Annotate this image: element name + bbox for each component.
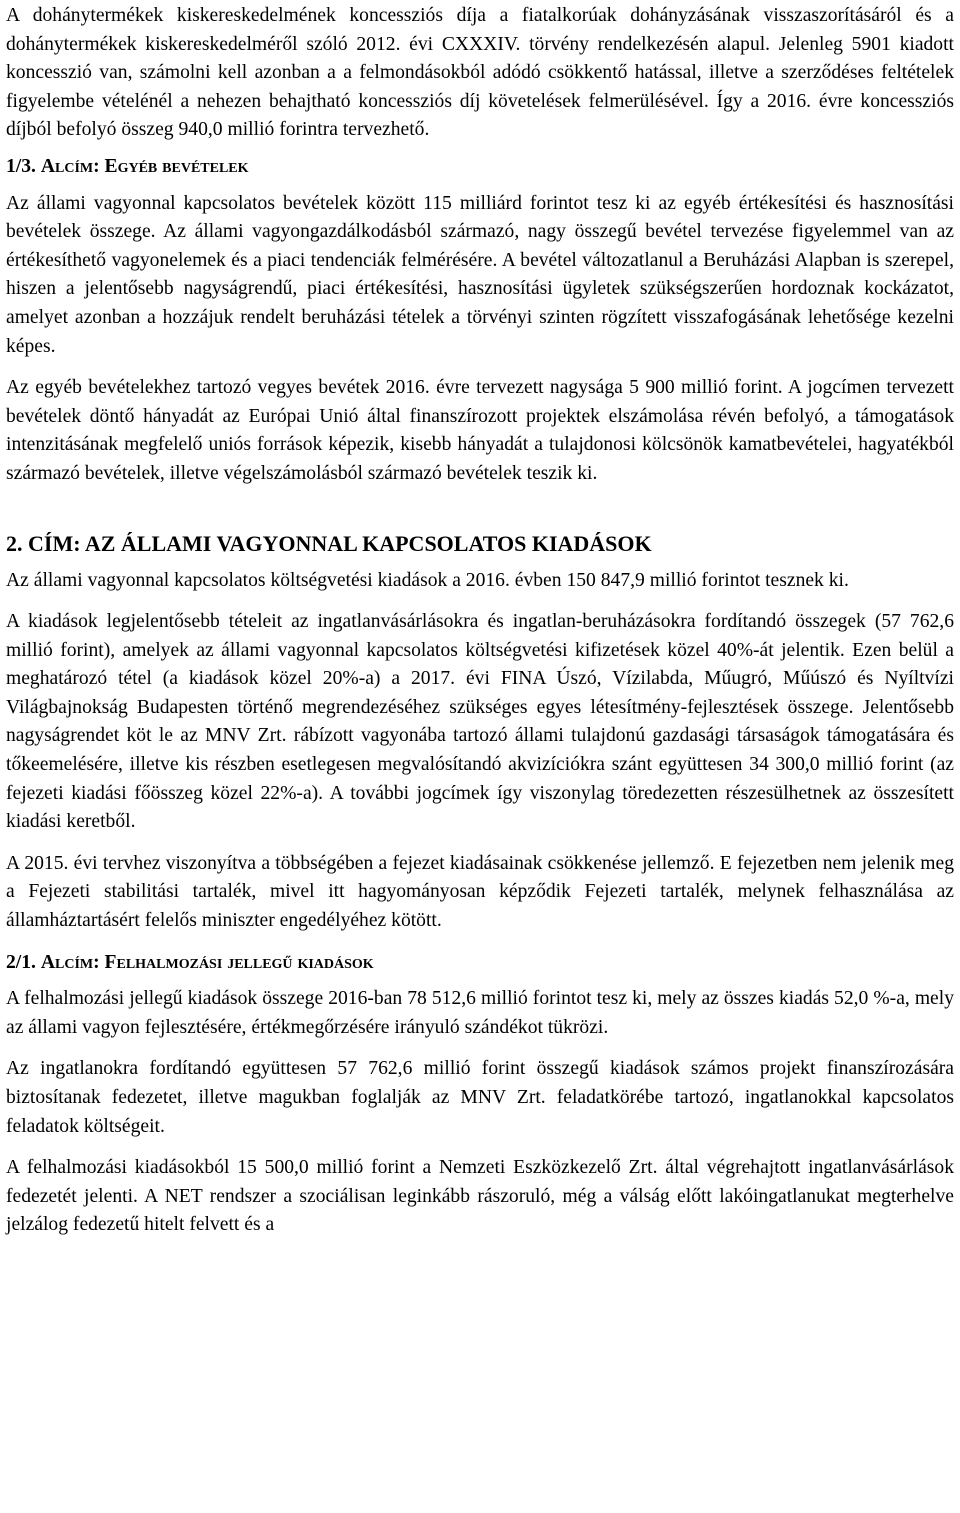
paragraph-comparison-2015: A 2015. évi tervhez viszonyítva a többségében a fejezet kiadásainak csökkenése jellemző. E fejezetben nem jelenik meg a Fejezeti stabilitási tartalék, mivel itt hagyományosan képződik Fejezeti tartalék, melynek felhasználása az államháztartásért felelős miniszter engedélyéhez kötött. [6, 852, 954, 932]
spacer [6, 145, 954, 153]
subsection-title: Alcím: Felhalmozási jellegű kiadások [40, 951, 374, 973]
subsection-number: 2/1. [6, 951, 36, 973]
spacer [6, 1141, 954, 1154]
spacer [6, 489, 954, 529]
spacer [6, 936, 954, 949]
spacer [6, 1042, 954, 1055]
chapter-heading-2: 2. CÍM: AZ ÁLLAMI VAGYONNAL KAPCSOLATOS KIADÁSOK [6, 530, 652, 556]
spacer [6, 595, 954, 608]
paragraph-tobacco-concession: A dohánytermékek kiskereskedelmének koncessziós díja a fiatalkorúak dohányzásának visszaszorításáról és a dohánytermékek kiskereskedelméről szóló 2012. évi CXXXIV. törvény rendelkezésén alapul. Jelenleg 5901 kiadott koncesszió van, számolni kell azonban a a felmondásokból adódó csökkentő hatással, illetve a szerződéses feltételek figyelembe vételénél a nehezen behajtható koncessziós díj követelések felmerülésével. Így a 2016. évre koncessziós díjból befolyó összeg 940,0 millió forintra tervezhető. [6, 5, 954, 141]
spacer [6, 559, 954, 567]
spacer [6, 837, 954, 850]
paragraph-real-estate: Az ingatlanokra fordítandó együttesen 57 762,6 millió forint összegű kiadások számos projekt finanszírozására biztosítanak fedezetet, illetve magukban foglalják az MNV Zrt. feladatkörébe tartozó, ingatlanokkal kapcsolatos feladatok költségeit. [6, 1058, 954, 1137]
subsection-heading-1-3 [6, 153, 954, 182]
paragraph-other-revenues: Az állami vagyonnal kapcsolatos bevételek között 115 milliárd forintot tesz ki az egyéb értékesítési és hasznosítási bevételek összege. Az állami vagyongazdálkodásból származó, nagy összegű bevétel tervezése figyelemmel van az értékesíthető vagyonelemek és a piaci tendenciák felmérésére. A bevétel változatlanul a Beruházási Alapban is szerepel, hiszen a jelentősebb nagyságrendű, piaci értékesítési, hasznosítási ügyletek szükségszerűen hordoznak kockázatot, amelyet azonban a hozzájuk rendelt beruházási tételek a törvényi szinten rögzített visszafogásának lehetősége kezelni képes. [6, 192, 954, 357]
spacer [6, 182, 954, 190]
spacer [6, 361, 954, 374]
spacer [6, 977, 954, 985]
subsection-heading-2-1 [6, 949, 954, 978]
paragraph-main-expenditures: A kiadások legjelentősebb tételeit az ingatlanvásárlásokra és ingatlan-beruházásokra fordítandó összegek (57 762,6 millió forint), amelyek az állami vagyonnal kapcsolatos költségvetési kifizetések közel 40%-át jelentik. Ezen belül a meghatározó tétel (a kiadások közel 20%-a) a 2017. évi FINA Úszó, Vízilabda, Műugró, Műúszó és Nyíltvízi Világbajnokság Budapesten történő megrendezéséhez szükséges egyes létesítmény-fejlesztések összege. Jelentősebb nagyságrendet köt le az MNV Zrt. rábízott vagyonába tartozó állami tulajdonú gazdasági társaságok támogatására és tőkeemelésére, illetve kis részben esetlegesen megvalósítandó akvizíciókra szánt együttesen 34 300,0 millió forint (az fejezeti kiadási főösszeg közel 22%-a). A további jogcímek így viszonylag töredezetten részesülhetnek az összesített kiadási keretből. [6, 611, 954, 833]
subsection-number: 1/3. [6, 155, 36, 177]
subsection-title: Alcím: Egyéb bevételek [40, 155, 249, 177]
paragraph-net-purchases: A felhalmozási kiadásokból 15 500,0 millió forint a Nemzeti Eszközkezelő Zrt. által végrehajtott ingatlanvásárlások fedezetét jelenti. A NET rendszer a szociálisan leginkább rászoruló, még a válság előtt lakóingatlanukat megterhelve jelzálog fedezetű hitelt felvett és a [6, 1157, 954, 1236]
paragraph-total-expenditure: Az állami vagyonnal kapcsolatos költségvetési kiadások a 2016. évben 150 847,9 millió forintot tesznek ki. [6, 569, 849, 591]
paragraph-mixed-revenues: Az egyéb bevételekhez tartozó vegyes bevétek 2016. évre tervezett nagysága 5 900 millió forint. A jogcímen tervezett bevételek döntő hányadát az Európai Unió által finanszírozott projektek elszámolása révén befolyó, a támogatások intenzitásának megfelelő uniós források képezik, kisebb hányadát a tulajdonosi kölcsönök kamatbevételei, hagyatékból származó bevételek, illetve végelszámolásból származó bevételek teszik ki. [6, 377, 954, 484]
paragraph-accumulation-expenditure: A felhalmozási jellegű kiadások összege 2016-ban 78 512,6 millió forintot tesz ki, mely az összes kiadás 52,0 %-a, mely az állami vagyon fejlesztésére, értékmegőrzésére irányuló szándékot tükrözi. [6, 988, 954, 1038]
